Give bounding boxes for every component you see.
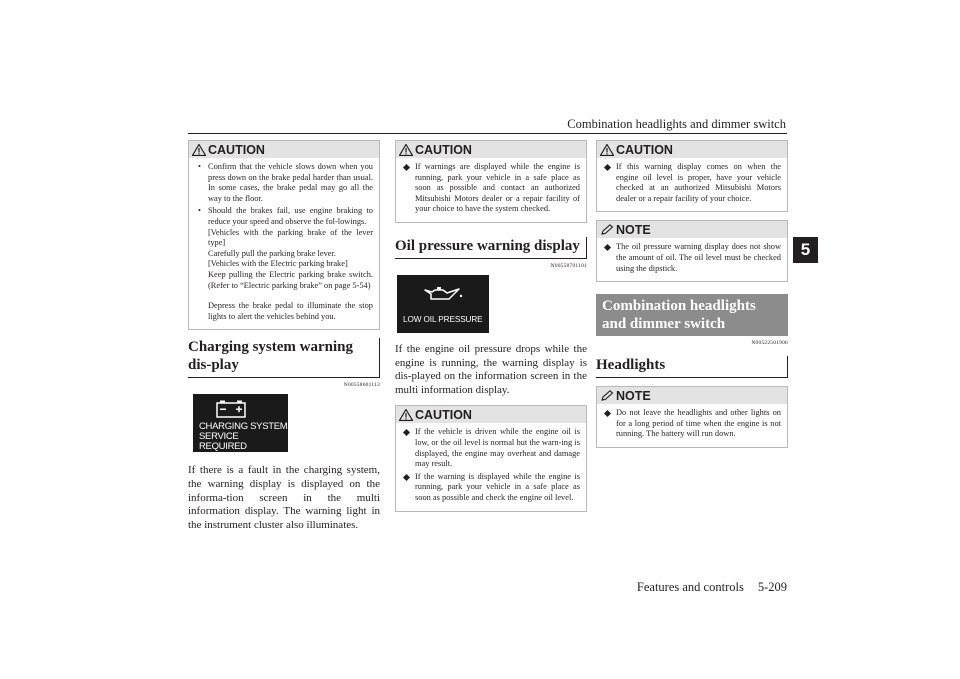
page-footer xyxy=(637,580,787,595)
header-rule xyxy=(188,133,787,134)
warning-triangle-icon xyxy=(399,409,413,421)
caution-bullet: • Confirm that the vehicle slows down when you press down on the brake pedal harder than usual. In some cases, the brake pedal may go all the way to the floor. xyxy=(198,162,373,203)
section-title-headlights-dimmer: Combination headlights and dimmer switch xyxy=(596,294,788,336)
caution-title: CAUTION xyxy=(616,142,673,157)
note-bullet: The oil pressure warning display does not show the amount of oil. The oil level must be checked using the dipstick. xyxy=(603,242,781,274)
note-pencil-icon xyxy=(600,390,614,402)
caution-header xyxy=(396,406,586,423)
caution-header xyxy=(597,141,787,158)
caution-title: CAUTION xyxy=(415,407,472,422)
column-3 xyxy=(596,140,788,456)
caution-box-oil xyxy=(395,405,587,511)
body-paragraph: If the engine oil pressure drops while the engine is running, the warning display is dis-played on the information screen in the multi information display. xyxy=(395,342,587,396)
section-title-charging: Charging system warning dis-play xyxy=(188,338,380,378)
caution-header xyxy=(189,141,379,158)
caution-box-warnings xyxy=(395,140,587,223)
charging-warning-display xyxy=(193,394,288,452)
note-title: NOTE xyxy=(616,222,651,237)
caution-bullet: If the vehicle is driven while the engine oil is low, or the oil level is normal but the warn-ing is displayed, the engine may overheat and damage may result. xyxy=(402,427,580,469)
caution-box-oil-level xyxy=(596,140,788,212)
doc-code: N00558601113 xyxy=(343,382,380,389)
caution-title: CAUTION xyxy=(208,142,265,157)
oil-can-icon xyxy=(423,285,463,301)
page-number: 5-209 xyxy=(757,580,787,594)
oil-pressure-warning-display xyxy=(397,275,489,333)
caution-bullet: If the warning is displayed while the engine is running, park your vehicle in a safe place as soon as possible and check the engine oil level. xyxy=(402,472,580,504)
note-pencil-icon xyxy=(600,224,614,236)
warning-triangle-icon xyxy=(600,144,614,156)
body-paragraph: If there is a fault in the charging system, the warning display is displayed on the informa-tion screen in the multi information display. The warning light in the instrument cluster also illuminates. xyxy=(188,464,380,531)
caution-box-brakes xyxy=(188,140,380,330)
note-title: NOTE xyxy=(616,388,651,403)
warning-triangle-icon xyxy=(192,144,206,156)
warning-triangle-icon xyxy=(399,144,413,156)
column-1 xyxy=(188,140,380,532)
note-header xyxy=(597,221,787,238)
subsection-title-headlights: Headlights xyxy=(596,356,788,378)
caution-title: CAUTION xyxy=(415,142,472,157)
section-title-oil-pressure: Oil pressure warning display xyxy=(395,237,587,259)
doc-code: N00522501906 xyxy=(751,340,788,347)
battery-icon xyxy=(216,400,246,418)
doc-code: N00558701101 xyxy=(550,262,587,269)
note-box-battery xyxy=(596,386,788,448)
note-box-dipstick xyxy=(596,220,788,282)
display-text-line: SERVICE REQUIRED xyxy=(199,431,247,453)
caution-trailer: Depress the brake pedal to illuminate the stop lights to alert the vehicles behind you. xyxy=(208,301,373,321)
caution-bullet: If warnings are displayed while the engine is running, park your vehicle in a safe place as soon as possible and contact an authorized Mitsubishi Motors dealer or a repair facility of your choice to have the system checked. xyxy=(402,162,580,215)
note-bullet: Do not leave the headlights and other lights on for a long period of time when the engine is not running. The battery will run down. xyxy=(603,408,781,440)
column-2 xyxy=(395,140,587,520)
footer-section: Features and controls xyxy=(636,580,744,594)
note-header xyxy=(597,387,787,404)
caution-bullet: If this warning display comes on when the engine oil level is proper, have your vehicle checked at an authorized Mitsubishi Motors dealer or a repair facility of your choice. xyxy=(603,162,781,204)
caution-bullet: • Should the brakes fail, use engine braking to reduce your speed and observe the fol-lowings. [Vehicles with the parking brake of the lever type] Carefully pull the parking brake lever. [Vehicles with the Electric parking brake] Keep pulling the Electric parking brake switch. (Refer to “Electric parking brake” on page 5-54) Depress the brake pedal to illuminate the stop lights to alert the vehicles behind you. xyxy=(198,206,373,321)
display-text: LOW OIL PRESSURE xyxy=(403,314,483,324)
display-text-line: CHARGING SYSTEM xyxy=(199,421,288,433)
running-header-title: Combination headlights and dimmer switch xyxy=(567,117,786,131)
chapter-tab: 5 xyxy=(793,237,818,263)
caution-header xyxy=(396,141,586,158)
